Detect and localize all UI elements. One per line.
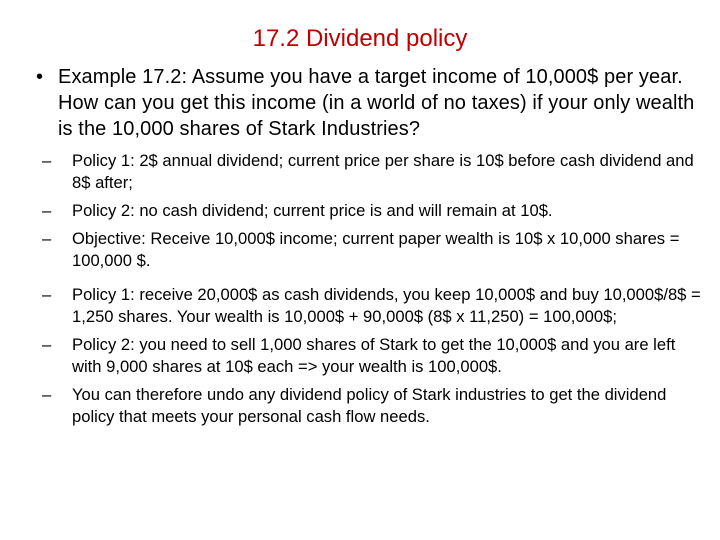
sub-bullet-text: Objective: Receive 10,000$ income; current paper wealth is 10$ x 10,000 shares = 100,000 $. <box>72 229 680 270</box>
sub-bullet-text: Policy 1: receive 20,000$ as cash dividends, you keep 10,000$ and buy 10,000$/8$ = 1,250 shares. Your wealth is 10,000$ + 90,000$ (8$ x 11,250) = 100,000$; <box>72 285 701 326</box>
dash-bullet-icon: – <box>42 385 52 404</box>
main-bullet-text: Example 17.2: Assume you have a target income of 10,000$ per year. How can you get this income (in a world of no taxes) if your only wealth is the 10,000 shares of Stark Industries? <box>58 66 695 140</box>
sub-bullet-text: You can therefore undo any dividend policy of Stark industries to get the dividend policy that meets your personal cash flow needs. <box>72 385 667 426</box>
sub-bullet-item <box>42 384 704 428</box>
sub-bullet-item <box>42 228 704 272</box>
sub-bullet-item <box>42 150 704 194</box>
bullet-icon: • <box>36 66 44 88</box>
sub-bullet-text: Policy 2: you need to sell 1,000 shares of Stark to get the 10,000$ and you are left with 9,000 shares at 10$ each => your wealth is 100,000$. <box>72 335 676 376</box>
sub-bullet-item <box>42 334 704 378</box>
dash-bullet-icon: – <box>42 201 52 220</box>
dash-bullet-icon: – <box>42 285 52 304</box>
dash-bullet-icon: – <box>42 229 52 248</box>
main-bullet <box>36 64 704 142</box>
sub-bullet-text: Policy 1: 2$ annual dividend; current price per share is 10$ before cash dividend and 8$ after; <box>72 151 694 192</box>
dash-bullet-icon: – <box>42 151 52 170</box>
slide-content <box>36 64 704 434</box>
dash-bullet-icon: – <box>42 335 52 354</box>
sub-bullet-item <box>42 284 704 328</box>
sub-bullet-item <box>42 200 704 222</box>
sub-bullet-list <box>36 150 704 428</box>
sub-bullet-text: Policy 2: no cash dividend; current price is and will remain at 10$. <box>72 201 553 220</box>
slide-title: 17.2 Dividend policy <box>252 25 468 52</box>
